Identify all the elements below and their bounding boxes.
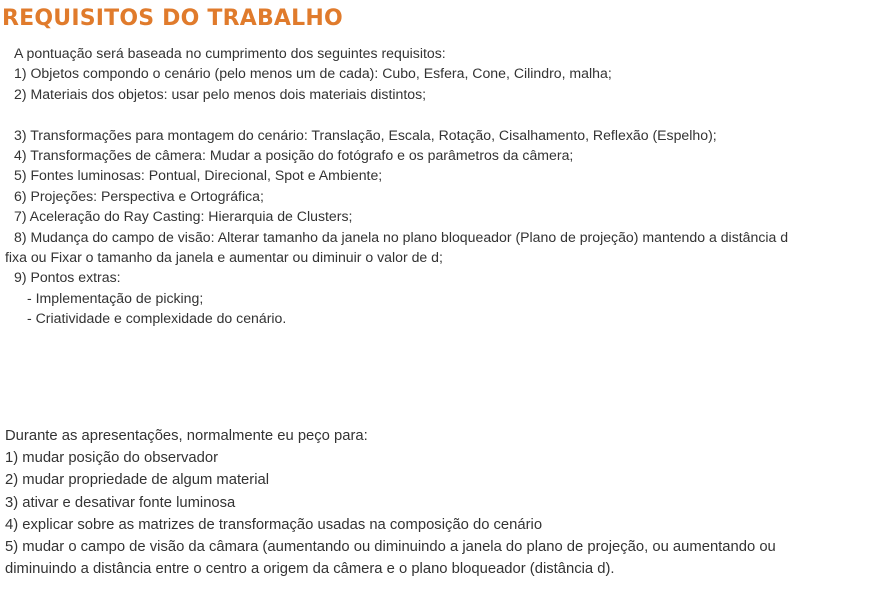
presentation-item-2: 2) mudar propriedade de algum material (5, 472, 270, 489)
presentation-section (5, 425, 877, 580)
presentation-item-4: 4) explicar sobre as matrizes de transformação usadas na composição do cenário (5, 516, 543, 533)
requirement-item-8: 8) Mudança do campo de visão: Alterar tamanho da janela no plano bloqueador (Plano de projeção) mantendo a distância d (14, 228, 789, 245)
requirement-item-1: 1) Objetos compondo o cenário (pelo menos um de cada): Cubo, Esfera, Cone, Cilindro, malha; (14, 65, 612, 82)
extra-item-creativity: - Criatividade e complexidade do cenário. (27, 310, 287, 327)
requirement-item-9: 9) Pontos extras: (14, 269, 121, 286)
extra-item-picking: - Implementação de picking; (27, 289, 204, 306)
presentation-intro: Durante as apresentações, normalmente eu peço para: (5, 428, 368, 444)
paragraph-gap (14, 104, 876, 124)
presentation-item-3: 3) ativar e desativar fonte luminosa (5, 494, 236, 511)
requirements-section (5, 43, 876, 329)
presentation-item-5: 5) mudar o campo de visão da câmara (aumentando ou diminuindo a janela do plano de projeção, ou aumentando ou (5, 539, 776, 556)
requirement-item-6: 6) Projeções: Perspectiva e Ortográfica; (14, 187, 264, 204)
requirement-item-5: 5) Fontes luminosas: Pontual, Direcional, Spot e Ambiente; (14, 167, 383, 184)
requirement-item-7: 7) Aceleração do Ray Casting: Hierarquia de Clusters; (14, 208, 353, 225)
requirement-item-2: 2) Materiais dos objetos: usar pelo menos dois materiais distintos; (14, 85, 427, 102)
requirements-intro: A pontuação será baseada no cumprimento dos seguintes requisitos: (14, 45, 446, 61)
presentation-item-1: 1) mudar posição do observador (5, 450, 219, 467)
requirement-item-8-continued: fixa ou Fixar o tamanho da janela e aumentar ou diminuir o valor de d; (5, 249, 443, 266)
requirement-item-3: 3) Transformações para montagem do cenário: Translação, Escala, Rotação, Cisalhamento, Reflexão (Espelho); (14, 126, 717, 143)
presentation-item-5-continued: diminuindo a distância entre o centro a origem da câmera e o plano bloqueador (distância d). (5, 561, 615, 578)
page-title: REQUISITOS DO TRABALHO (2, 6, 343, 31)
requirement-item-4: 4) Transformações de câmera: Mudar a posição do fotógrafo e os parâmetros da câmera; (14, 147, 574, 164)
